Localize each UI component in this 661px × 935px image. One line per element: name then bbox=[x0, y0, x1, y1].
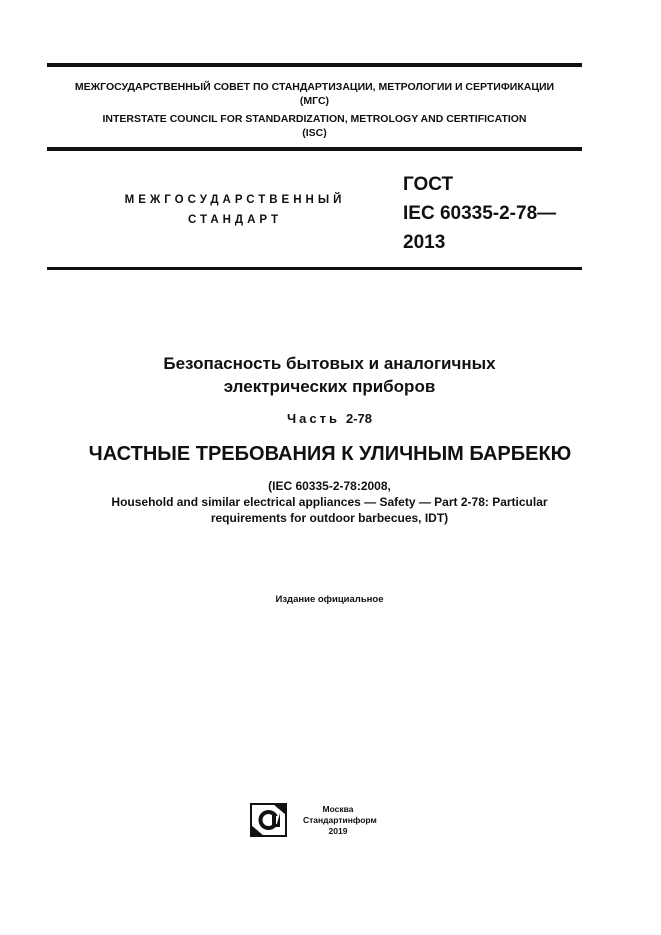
council-ru-line1: МЕЖГОСУДАРСТВЕННЫЙ СОВЕТ ПО СТАНДАРТИЗАЦИИ, МЕТРОЛОГИИ И СЕРТИФИКАЦИИ bbox=[74, 81, 555, 93]
standard-label-line2: СТАНДАРТ bbox=[188, 214, 282, 226]
gost-line3: 2013 bbox=[403, 232, 446, 253]
top-rule bbox=[47, 63, 582, 67]
standartinform-logo-icon bbox=[250, 803, 287, 837]
publisher-city: Москва bbox=[322, 804, 354, 814]
gost-designation bbox=[403, 170, 556, 257]
gost-line2: IEC 60335-2-78— bbox=[403, 203, 557, 224]
standard-label-line1: МЕЖГОСУДАРСТВЕННЫЙ bbox=[124, 194, 346, 206]
document-subtitle: ЧАСТНЫЕ ТРЕБОВАНИЯ К УЛИЧНЫМ БАРБЕКЮ bbox=[88, 443, 572, 465]
publisher-info bbox=[303, 804, 377, 837]
publisher-name: Стандартинформ bbox=[303, 815, 377, 825]
council-en-line2: (ISC) bbox=[302, 127, 327, 139]
middle-rule bbox=[47, 147, 582, 151]
council-en-line1: INTERSTATE COUNCIL FOR STANDARDIZATION, METROLOGY AND CERTIFICATION bbox=[102, 113, 527, 125]
part-label bbox=[47, 410, 612, 428]
iec-line3: requirements for outdoor barbecues, IDT) bbox=[210, 511, 449, 525]
publication-year: 2019 bbox=[328, 826, 348, 836]
title-line2: электрических приборов bbox=[223, 377, 436, 396]
title-line1: Безопасность бытовых и аналогичных bbox=[163, 354, 496, 373]
council-name-en bbox=[47, 112, 582, 140]
iec-reference bbox=[47, 478, 612, 526]
part-number: 2-78 bbox=[345, 411, 372, 426]
edition-note: Издание официальное bbox=[275, 594, 384, 605]
iec-line2: Household and similar electrical appliances — Safety — Part 2-78: Particular bbox=[111, 495, 548, 509]
gost-line1: ГОСТ bbox=[403, 174, 454, 195]
council-ru-line2: (МГС) bbox=[299, 95, 330, 107]
part-word: Часть bbox=[287, 411, 340, 426]
standard-type-label bbox=[90, 190, 380, 230]
iec-line1: (IEC 60335-2-78:2008, bbox=[268, 479, 391, 493]
council-name-ru bbox=[47, 80, 582, 108]
bottom-rule bbox=[47, 267, 582, 270]
document-title bbox=[47, 352, 612, 398]
